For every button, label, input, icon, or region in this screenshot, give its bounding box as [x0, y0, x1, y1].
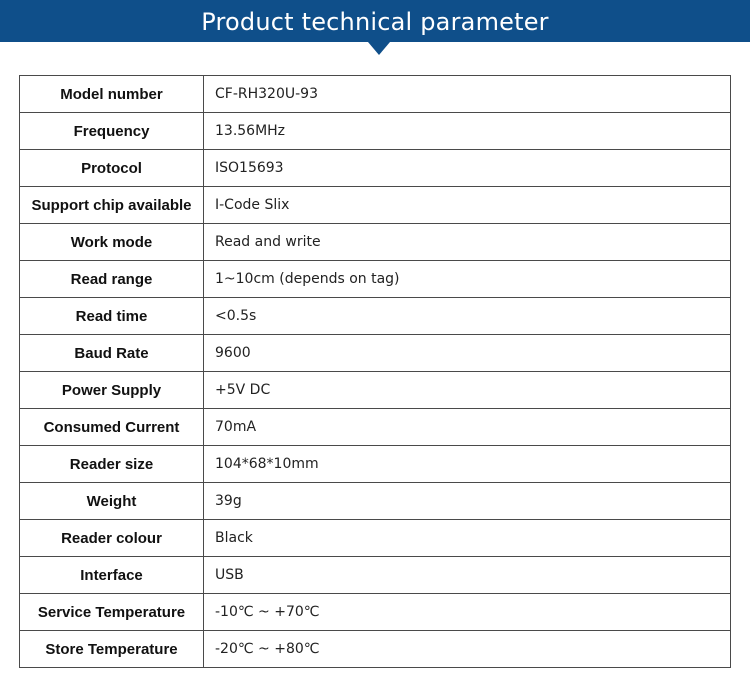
spec-label: Power Supply	[20, 372, 204, 409]
table-row	[20, 631, 731, 668]
table-row	[20, 261, 731, 298]
spec-value: USB	[204, 557, 731, 594]
table-row	[20, 224, 731, 261]
table-row	[20, 520, 731, 557]
spec-value: 39g	[204, 483, 731, 520]
spec-table	[19, 75, 731, 668]
spec-value: 9600	[204, 335, 731, 372]
table-row	[20, 187, 731, 224]
table-row	[20, 372, 731, 409]
spec-value: Read and write	[204, 224, 731, 261]
spec-label: Store Temperature	[20, 631, 204, 668]
spec-label: Reader colour	[20, 520, 204, 557]
spec-value: Black	[204, 520, 731, 557]
spec-label: Consumed Current	[20, 409, 204, 446]
spec-value: -20℃ ~ +80℃	[204, 631, 731, 668]
spec-value: 104*68*10mm	[204, 446, 731, 483]
spec-value: 1~10cm (depends on tag)	[204, 261, 731, 298]
header-banner	[0, 0, 750, 42]
spec-label: Read time	[20, 298, 204, 335]
table-row	[20, 594, 731, 631]
spec-label: Weight	[20, 483, 204, 520]
spec-value: 70mA	[204, 409, 731, 446]
table-row	[20, 298, 731, 335]
table-row	[20, 335, 731, 372]
table-row	[20, 113, 731, 150]
spec-label: Model number	[20, 76, 204, 113]
spec-value: <0.5s	[204, 298, 731, 335]
spec-label: Service Temperature	[20, 594, 204, 631]
banner-pointer-icon	[368, 42, 390, 55]
spec-label: Support chip available	[20, 187, 204, 224]
spec-label: Read range	[20, 261, 204, 298]
table-row	[20, 557, 731, 594]
spec-label: Frequency	[20, 113, 204, 150]
spec-value: 13.56MHz	[204, 113, 731, 150]
spec-value: +5V DC	[204, 372, 731, 409]
page-title: Product technical parameter	[201, 8, 549, 36]
spec-value: I-Code Slix	[204, 187, 731, 224]
table-row	[20, 409, 731, 446]
table-row	[20, 150, 731, 187]
spec-value: CF-RH320U-93	[204, 76, 731, 113]
spec-value: -10℃ ~ +70℃	[204, 594, 731, 631]
spec-label: Reader size	[20, 446, 204, 483]
spec-table-body	[20, 76, 731, 668]
table-row	[20, 76, 731, 113]
spec-label: Interface	[20, 557, 204, 594]
spec-label: Work mode	[20, 224, 204, 261]
spec-label: Protocol	[20, 150, 204, 187]
spec-value: ISO15693	[204, 150, 731, 187]
spec-label: Baud Rate	[20, 335, 204, 372]
table-row	[20, 483, 731, 520]
table-row	[20, 446, 731, 483]
